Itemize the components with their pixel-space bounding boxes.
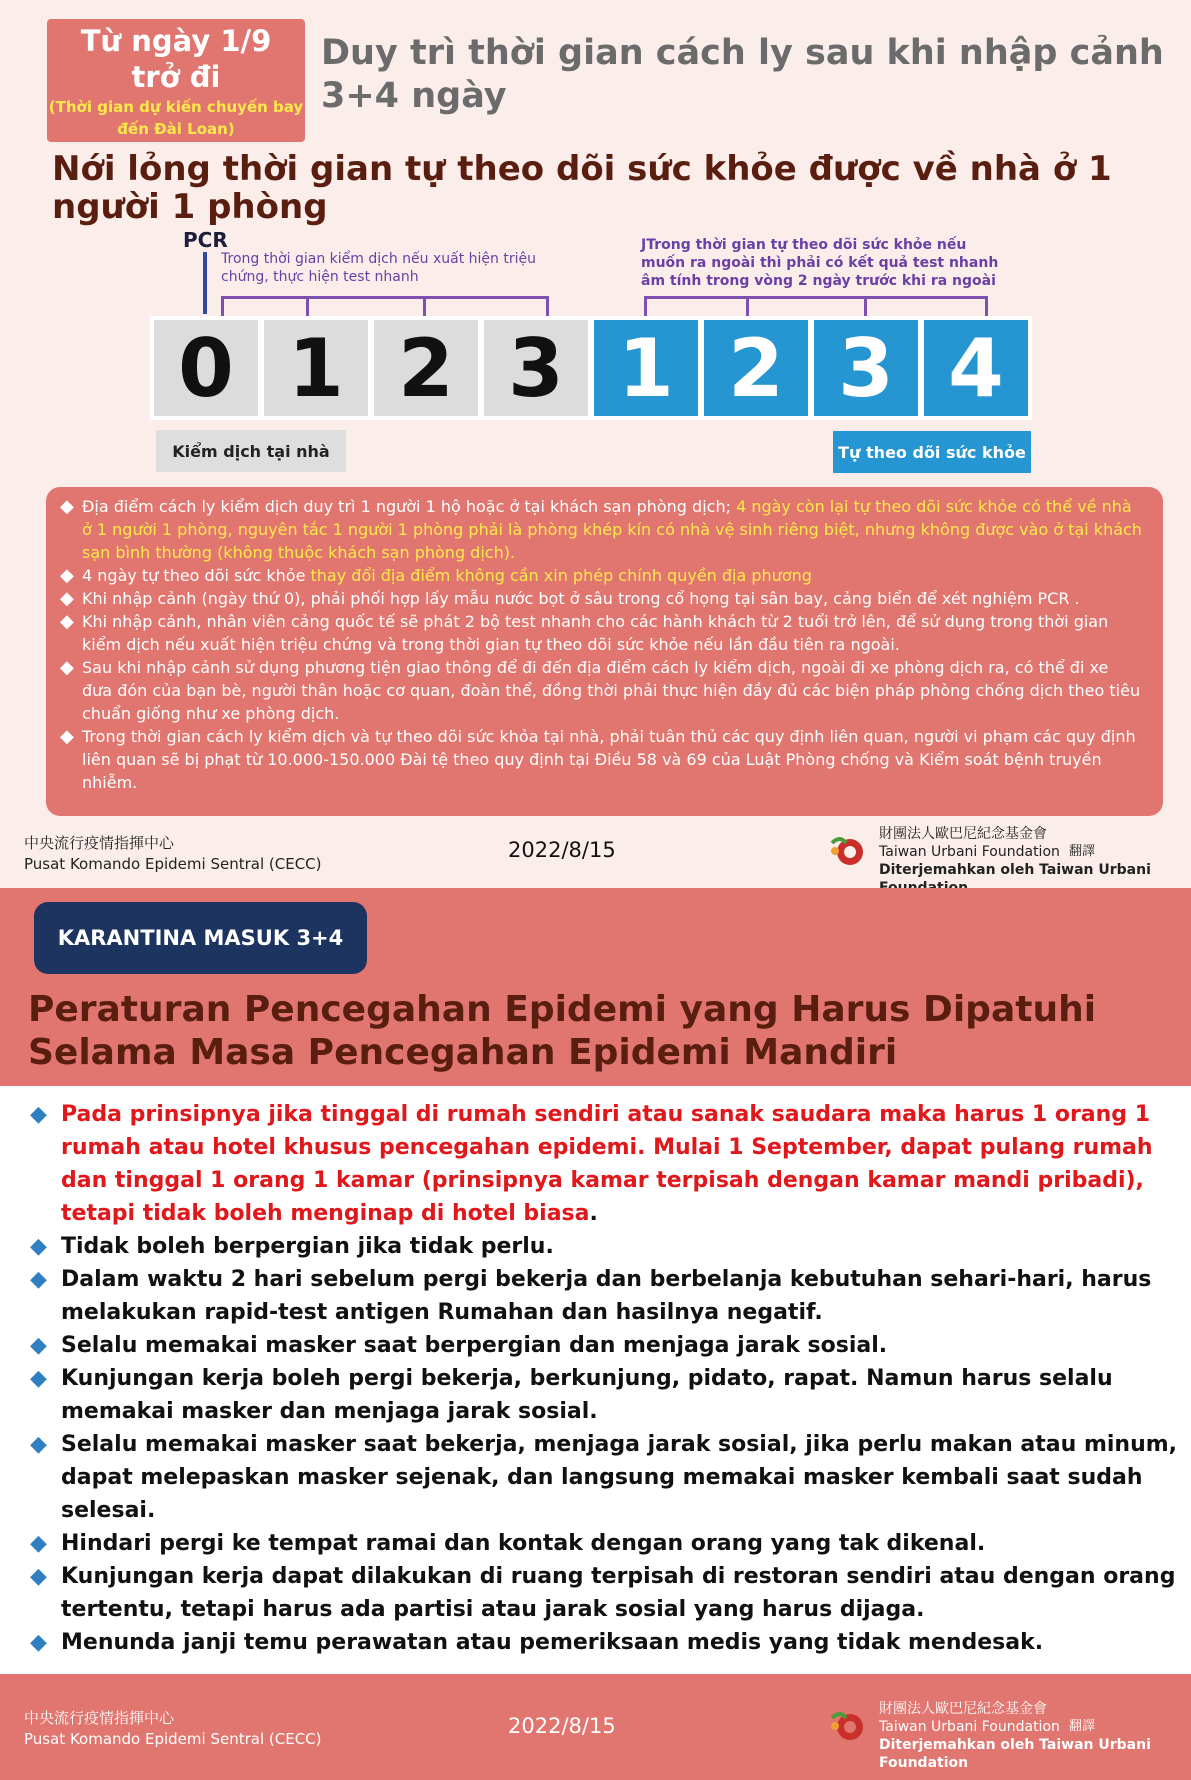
bullet-text: Khi nhập cảnh, nhân viên cảng quốc tế sẽ phát 2 bộ test nhanh cho các hành khách từ 2 tuổi trở lên, để sử dụng trong thời gian kiểm dịch nếu xuất hiện triệu chứng và trong thời gian tự theo dõi sức khỏe nếu lần đầu tiên ra ngoài. [82,612,1109,654]
rule-text: Kunjungan kerja dapat dilakukan di ruang terpisah di restoran sendiri atau dengan orang tertentu, tetapi harus ada partisi atau jarak sosial yang harus dijaga. [61,1564,1176,1622]
translated-by: Diterjemahkan oleh Taiwan Urbani Foundation [879,1737,1151,1771]
list-item [60,725,1143,794]
bullet-highlight: thay đổi địa điểm không cần xin phép chính quyền địa phương [310,566,812,585]
diamond-icon: ◆ [60,496,74,517]
rule-text: Selalu memakai masker saat berpergian dan menjaga jarak sosial. [61,1333,888,1358]
diamond-icon: ◆ [30,1102,47,1127]
bullet-highlight: 4 ngày còn lại tự theo dõi sức khỏe có thể về nhà ở 1 người 1 phòng, nguyên tắc 1 người 1 phòng phải là phòng khép kín có nhà vệ sinh riêng biệt, nhưng không được vào ở tại khách sạn bình thường (không thuộc khách sạn phòng dịch). [82,497,1142,562]
rule-text: Hindari pergi ke tempat ramai dan kontak dengan orang yang tak dikenal. [61,1531,986,1556]
foundation-name-zh: 財團法人歐巴尼紀念基金會 [879,1701,1047,1717]
head-title: Duy trì thời gian cách ly sau khi nhập cảnh 3+4 ngày [321,33,1164,116]
home-quarantine-label: Kiểm dịch tại nhà [156,430,346,472]
list-item [60,656,1143,725]
diamond-icon: ◆ [60,611,74,632]
cecc-name-zh: 中央流行疫情指揮中心 [24,1709,175,1727]
pcr-label: PCR [183,228,228,252]
list-item [60,495,1143,564]
diamond-icon: ◆ [60,657,74,678]
rule-highlight: Pada prinsipnya jika tinggal di rumah sendiri atau sanak saudara maka harus 1 orang 1 rumah atau hotel khusus pencegahan epidemi. Mulai 1 September, dapat pulang rumah dan tinggal 1 orang 1 kamar (prinsipnya kamar terpisah dengan kamar mandi pribadi), tetapi tidak boleh menginap di hotel biasa [61,1102,1153,1226]
cecc-credit [24,833,322,883]
list-item [30,1362,1180,1428]
main-title: Nới lỏng thời gian tự theo dõi sức khỏe được về nhà ở 1 người 1 phòng [52,149,1112,227]
foundation-name-zh: 財團法人歐巴尼紀念基金會 [879,826,1047,842]
list-item [30,1626,1180,1659]
day-cell: 3 [484,320,588,416]
badge-line2: trở đi [131,60,221,94]
karantina-tag: KARANTINA MASUK 3+4 [34,902,367,974]
rules-box [46,487,1163,816]
cecc-name: Pusat Komando Epidemi Sentral (CECC) [24,1730,322,1748]
quarantine-bracket [221,296,549,316]
diamond-icon: ◆ [30,1267,47,1292]
rule-text: Tidak boleh berpergian jika tidak perlu. [61,1234,554,1259]
self-monitor-bracket [644,296,988,316]
cecc-credit [24,1708,322,1758]
diamond-icon: ◆ [30,1366,47,1391]
list-item [30,1428,1180,1527]
list-item [30,1527,1180,1560]
bracket-tick [746,296,749,316]
diamond-icon: ◆ [30,1234,47,1259]
day-cells [150,316,1032,420]
diamond-icon: ◆ [30,1630,47,1655]
quarantine-note: Trong thời gian kiểm dịch nếu xuất hiện triệu chứng, thực hiện test nhanh [221,251,536,285]
diamond-icon: ◆ [30,1333,47,1358]
bracket-tick [423,296,426,316]
cecc-name-zh: 中央流行疫情指揮中心 [24,834,175,852]
bullet-text: Sau khi nhập cảnh sử dụng phương tiện giao thông để đi đến địa điểm cách ly kiểm dịch, ngoài đi xe phòng dịch ra, có thể đi xe đưa đón của bạn bè, người thân hoặc cơ quan, đoàn thể, đồng thời phải thực hiện đầy đủ các biện pháp phòng chống dịch theo tiêu chuẩn giống như xe phòng dịch. [82,658,1141,723]
list-item [30,1230,1180,1263]
bullet-text: Khi nhập cảnh (ngày thứ 0), phải phối hợp lấy mẫu nước bọt ở sâu trong cổ họng tại sân bay, cảng biển để xét nghiệm PCR . [82,589,1080,608]
foundation-logo-icon [826,831,870,869]
bullet-text: Địa điểm cách ly kiểm dịch duy trì 1 người 1 hộ hoặc ở tại khách sạn phòng dịch; [82,497,737,516]
diamond-icon: ◆ [60,588,74,609]
list-item [30,1263,1180,1329]
bullet-text: Trong thời gian cách ly kiểm dịch và tự theo dõi sức khỏa tại nhà, phải tuân thủ các quy định liên quan, người vi phạm các quy định liên quan sẽ bị phạt từ 10.000-150.000 Đài tệ theo quy định tại Điều 58 và 69 của Luật Phòng chống và Kiểm soát bệnh truyền nhiễm. [82,727,1136,792]
foundation-name: Taiwan Urbani Foundation [879,1719,1060,1735]
translated-by: Diterjemahkan oleh Taiwan Urbani [879,862,1151,878]
day-cell: 0 [154,320,258,416]
rules-list [30,1098,1180,1659]
list-item [60,564,1143,587]
day-cell: 2 [374,320,478,416]
date-badge [47,19,305,142]
foundation-logo-icon [826,1706,870,1744]
bullet-text: 4 ngày tự theo dõi sức khỏe [82,566,311,585]
day-cell: 3 [814,320,918,416]
day-cell: 2 [704,320,808,416]
foundation-text [879,1700,1179,1772]
list-item [30,1560,1180,1626]
vietnamese-panel [0,0,1191,888]
diamond-icon: ◆ [60,726,74,747]
list-item [60,610,1143,656]
bottom-footer [0,1674,1191,1780]
cecc-name: Pusat Komando Epidemi Sentral (CECC) [24,855,322,873]
foundation-credit [826,825,1176,878]
translate-label: 翻譯 [1069,844,1096,859]
day-cell: 1 [264,320,368,416]
foundation-credit [826,1700,1176,1771]
rule-text: Menunda janji temu perawatan atau pemeriksaan medis yang tidak mendesak. [61,1630,1044,1655]
day-cell: 4 [924,320,1028,416]
diamond-icon: ◆ [30,1531,47,1556]
rule-tail: . [589,1201,598,1226]
foundation-text [879,825,1179,897]
list-item [60,587,1143,610]
day-cell: 1 [594,320,698,416]
rule-text: Selalu memakai masker saat bekerja, menjaga jarak sosial, jika perlu makan atau minum, dapat melepaskan masker sejenak, dan langsung memakai masker kembali saat sudah selesai. [61,1432,1178,1523]
self-monitor-label: Tự theo dõi sức khỏe [833,431,1031,473]
badge-sub: (Thời gian dự kiến chuyến bay đến Đài Loan) [48,98,304,138]
foundation-name: Taiwan Urbani Foundation [879,844,1060,860]
rule-text: Kunjungan kerja boleh pergi bekerja, berkunjung, pidato, rapat. Namun harus selalu memakai masker dan menjaga jarak sosial. [61,1366,1113,1424]
list-item [30,1329,1180,1362]
bottom-header [0,888,1191,1086]
diamond-icon: ◆ [30,1432,47,1457]
publish-date: 2022/8/15 [508,838,616,862]
badge-line1: Từ ngày 1/9 [80,24,272,58]
publish-date: 2022/8/15 [508,1714,616,1738]
translate-label: 翻譯 [1069,1719,1096,1734]
bracket-tick [306,296,309,316]
list-item [30,1098,1180,1230]
self-monitor-note: JTrong thời gian tự theo dõi sức khỏe nếu muốn ra ngoài thì phải có kết quả test nhanh âm tính trong vòng 2 ngày trước khi ra ngoài [641,237,999,289]
bottom-title: Peraturan Pencegahan Epidemi yang Harus Dipatuhi Selama Masa Pencegahan Epidemi Mandiri [28,989,1097,1073]
diamond-icon: ◆ [60,565,74,586]
bracket-tick [864,296,867,316]
pcr-marker [203,252,207,314]
rule-text: Dalam waktu 2 hari sebelum pergi bekerja dan berbelanja kebutuhan sehari-hari, harus melakukan rapid-test antigen Rumahan dan hasilnya negatif. [61,1267,1152,1325]
indonesian-panel [0,888,1191,1780]
diamond-icon: ◆ [30,1564,47,1589]
